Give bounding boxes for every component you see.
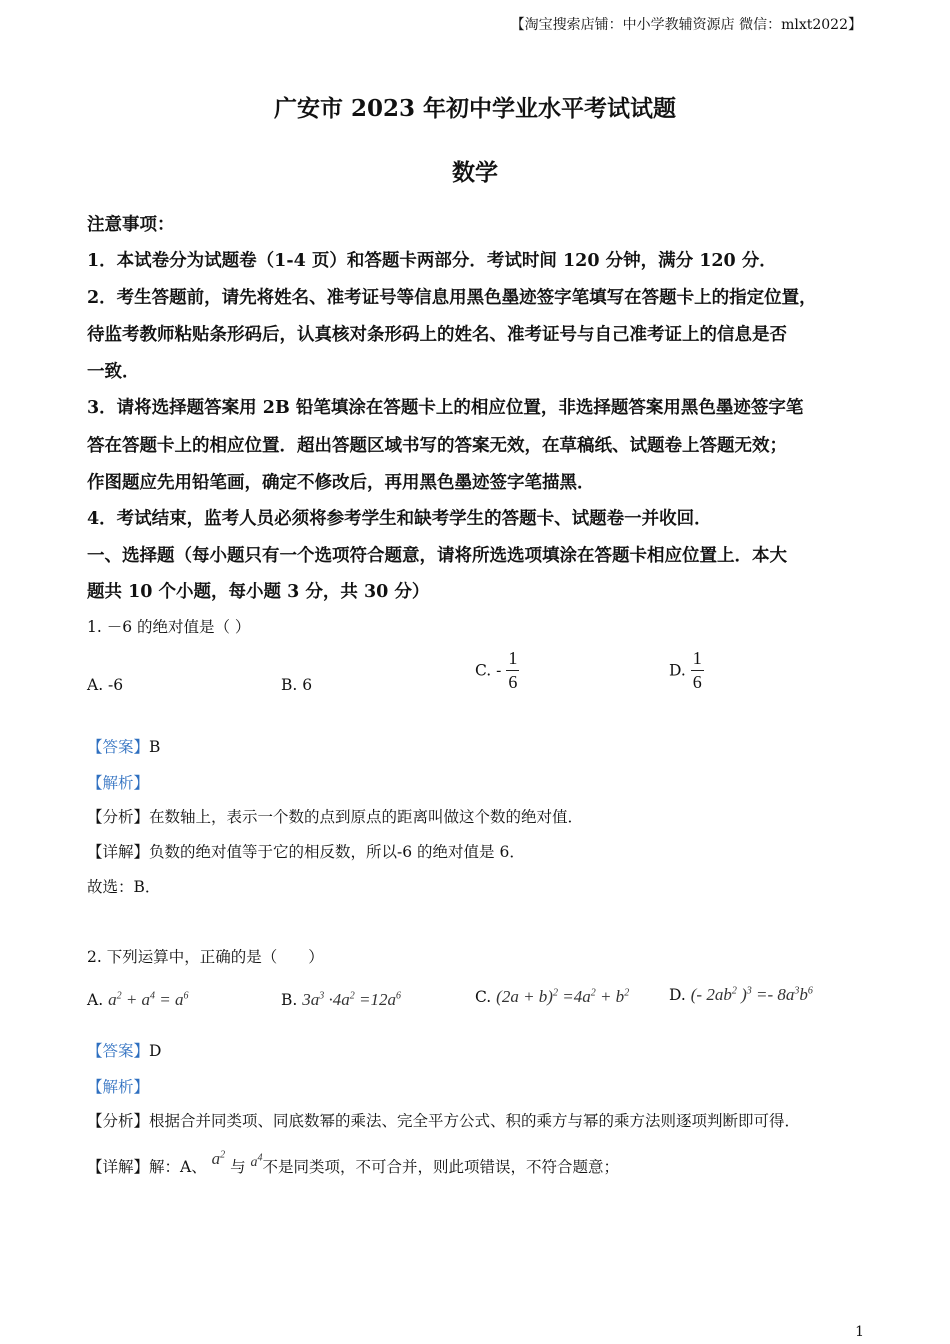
q2-term-a4: $a^4$ xyxy=(250,1152,263,1170)
q2-answer xyxy=(87,1039,161,1061)
notice-line: 一致． xyxy=(87,362,140,382)
fraction-bar xyxy=(506,670,519,671)
q2-stem: 2. 下列运算中，正确的是（ ） xyxy=(87,948,324,966)
section-heading: 一、选择题（每小题只有一个选项符合题意，请将所选选项填涂在答题卡相应位置上．本大 xyxy=(87,546,787,566)
q2-analysis-tag: 【解析】 xyxy=(87,1078,150,1096)
q2-option-d-formula: (- $2ab^2$ )$^3 =- 8a^3b^6$ xyxy=(690,985,813,1004)
q1-option-d-fraction xyxy=(691,648,704,693)
q2-option-a xyxy=(87,990,189,1010)
q1-conclusion: 故选：B． xyxy=(87,878,161,896)
notice-line: 4．考试结束，监考人员必须将参考学生和缺考学生的答题卡、试题卷一并收回． xyxy=(87,509,712,529)
notice-line: 答在答题卡上的相应位置．超出答题区域书写的答案无效，在草稿纸、试题卷上答题无效； xyxy=(87,436,787,456)
q1-option-c-fraction xyxy=(506,648,519,693)
q1-option-d xyxy=(669,648,704,693)
fraction-bar xyxy=(691,670,704,671)
q2-xiangjie-lead: 【详解】解：A、 xyxy=(87,1158,207,1176)
q2-fenxi: 【分析】根据合并同类项、同底数幂的乘法、完全平方公式、积的乘方与幂的乘方法则逐项判断即可得． xyxy=(87,1112,801,1130)
fraction-denominator: 6 xyxy=(692,672,702,692)
answer-tag: 【答案】 xyxy=(87,1042,150,1060)
q2-xiangjie-tail: 不是同类项，不可合并，则此项错误，不符合题意； xyxy=(262,1158,620,1176)
subject-title: 数学 xyxy=(452,159,498,186)
q2-option-b xyxy=(281,990,401,1010)
q1-option-c xyxy=(475,648,519,693)
notice-line: 作图题应先用铅笔画，确定不修改后，再用黑色墨迹签字笔描黑． xyxy=(87,473,595,493)
q2-term-a2: $a^2$ xyxy=(211,1149,226,1168)
q2-option-d xyxy=(669,985,813,1005)
q2-option-c xyxy=(475,987,629,1007)
notice-line: 1．本试卷分为试题卷（1-4 页）和答题卡两部分．考试时间 120 分钟，满分 120 分． xyxy=(87,251,777,271)
q2-option-b-label: B. xyxy=(281,991,298,1009)
page-header: 【淘宝搜索店铺：中小学教辅资源店 微信：mlxt2022】 xyxy=(510,17,862,33)
q2-option-c-formula: $(2a + b)^2 =4a^2 + b^2$ xyxy=(496,987,630,1006)
q1-option-a: A. -6 xyxy=(87,676,124,694)
q2-option-d-label: D. xyxy=(669,986,686,1004)
page-title: 广安市 2023 年初中学业水平考试试题 xyxy=(273,95,677,122)
q2-option-a-formula: $a^2 + a^4 = a^6$ xyxy=(108,990,189,1009)
q1-option-b: B. 6 xyxy=(281,676,313,694)
q1-fenxi: 【分析】在数轴上，表示一个数的点到原点的距离叫做这个数的绝对值． xyxy=(87,808,584,826)
answer-value: D xyxy=(149,1042,162,1060)
notice-line: 2．考生答题前，请先将姓名、准考证号等信息用黑色墨迹签字笔填写在答题卡上的指定位置， xyxy=(87,288,817,308)
q2-xiangjie xyxy=(87,1149,620,1177)
page-number: 1 xyxy=(855,1324,864,1340)
q2-xiangjie-connector: 与 xyxy=(230,1158,246,1176)
notice-heading: 注意事项： xyxy=(87,215,175,235)
section-heading: 题共 10 个小题，每小题 3 分，共 30 分） xyxy=(87,582,430,602)
q1-option-c-label: C. - xyxy=(475,661,502,680)
q1-answer xyxy=(87,735,160,757)
notice-line: 待监考教师粘贴条形码后，认真核对条形码上的姓名、准考证号与自己准考证上的信息是否 xyxy=(87,325,787,345)
q2-option-c-label: C. xyxy=(475,988,492,1006)
q1-option-d-label: D. xyxy=(669,661,686,680)
answer-value: B xyxy=(149,738,161,756)
q1-analysis-tag: 【解析】 xyxy=(87,774,150,792)
answer-tag: 【答案】 xyxy=(87,738,150,756)
q1-xiangjie: 【详解】负数的绝对值等于它的相反数，所以-6 的绝对值是 6． xyxy=(87,843,525,861)
fraction-numerator: 1 xyxy=(692,648,702,668)
fraction-denominator: 6 xyxy=(508,672,518,692)
fraction-numerator: 1 xyxy=(508,648,518,668)
notice-line: 3．请将选择题答案用 2B 铅笔填涂在答题卡上的相应位置，非选择题答案用黑色墨迹签字笔 xyxy=(87,398,804,418)
q1-stem: 1. －6 的绝对值是（ ） xyxy=(87,618,251,636)
q2-option-b-formula: $3a^3 \cdot 4a^2 =12a^6$ xyxy=(302,990,401,1009)
q2-option-a-label: A. xyxy=(87,991,104,1009)
